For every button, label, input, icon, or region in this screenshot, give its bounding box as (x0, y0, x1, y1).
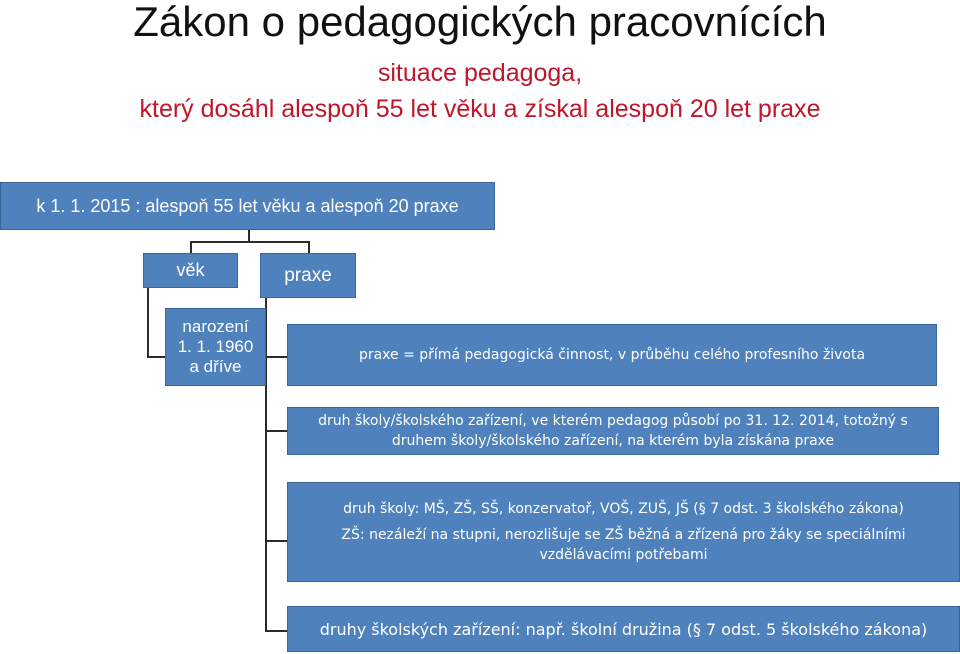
connector-to-druh-zarizeni (265, 430, 287, 432)
vek-box (143, 253, 238, 288)
connector-to-praxe (308, 241, 310, 253)
druh-skoly-zarizeni-line-2: druhem školy/školského zařízení, na kterém byla získána praxe (391, 433, 835, 449)
praxe-definition-label: praxe = přímá pedagogická činnost, v průběhu celého profesního života (358, 347, 866, 363)
druh-skoly-zarizeni-line-1: druh školy/školského zařízení, ve kterém pedagog působí po 31. 12. 2014, totožný s (318, 413, 908, 429)
druh-skoly-box (287, 482, 960, 582)
page-title: Zákon o pedagogických pracovnících (133, 0, 827, 45)
connector-to-druh-skoly (265, 540, 287, 542)
zs-note-line-2: vzdělávacími potřebami (539, 547, 708, 563)
druhy-zarizeni-label: druhy školských zařízení: např. školní družina (§ 7 odst. 5 školského zákona) (319, 619, 928, 639)
subtitle-line-1: situace pedagoga, (377, 59, 583, 87)
connector-vek-vertical (147, 288, 149, 358)
druhy-zarizeni-box (287, 606, 960, 652)
connector-root-horizontal (190, 241, 310, 243)
narozeni-line-1: narození (182, 317, 249, 336)
narozeni-line-3: a dříve (189, 357, 242, 376)
root-label: k 1. 1. 2015 : alespoň 55 let věku a alespoň 20 praxe (36, 195, 459, 216)
connector-to-vek (190, 241, 192, 253)
druh-skoly-label: druh školy: MŠ, ZŠ, SŠ, konzervatoř, VOŠ, ZUŠ, JŠ (§ 7 odst. 3 školského zákona) (343, 501, 904, 517)
connector-to-druhy-zarizeni (265, 630, 287, 632)
praxe-label: praxe (284, 264, 332, 286)
narozeni-box (165, 308, 266, 386)
narozeni-line-2: 1. 1. 1960 (177, 337, 254, 356)
zs-note-line-1: ZŠ: nezáleží na stupni, nerozlišuje se ZŠ běžná a zřízená pro žáky se speciálními (341, 527, 906, 543)
druh-skoly-zarizeni-box (287, 407, 939, 455)
vek-label: věk (176, 260, 205, 280)
connector-to-definition (265, 356, 287, 358)
praxe-definition-box (287, 324, 937, 386)
subtitle-line-2: který dosáhl alespoň 55 let věku a získal alespoň 20 let praxe (139, 95, 821, 123)
root-box (0, 182, 495, 230)
connector-vek-to-narozeni (147, 356, 165, 358)
praxe-box (260, 253, 356, 298)
